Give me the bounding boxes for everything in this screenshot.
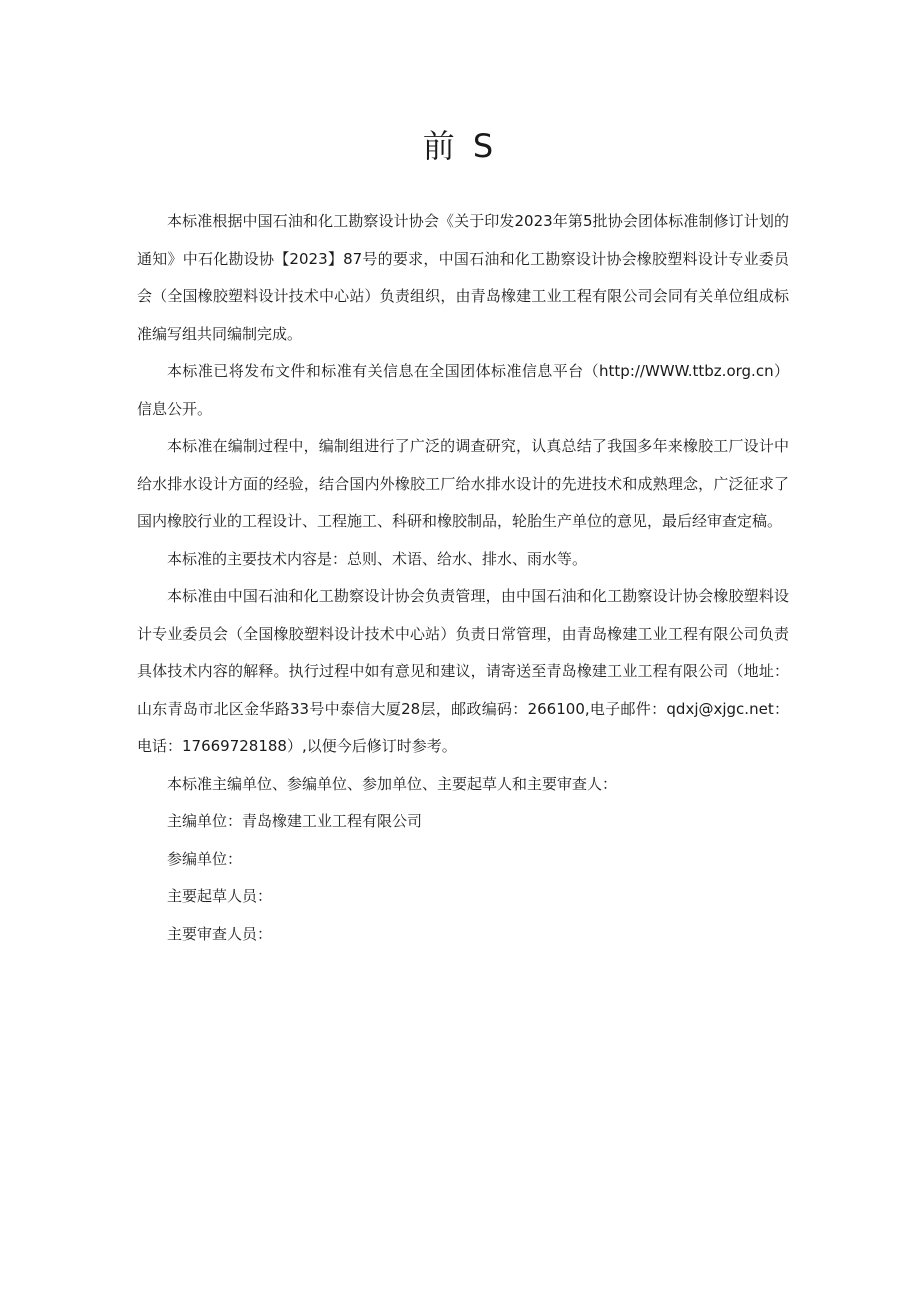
document-body (137, 203, 789, 953)
paragraph-compilation: 本标准在编制过程中，编制组进行了广泛的调查研究，认真总结了我国多年来橡胶工厂设计中给水排水设计方面的经验，结合国内外橡胶工厂给水排水设计的先进技术和成熟理念，广泛征求了国内橡胶行业的工程设计、工程施工、科研和橡胶制品，轮胎生产单位的意见，最后经审查定稿。 (137, 437, 789, 530)
paragraph-publication: 本标准已将发布文件和标准有关信息在全国团体标准信息平台（http://WWW.ttbz.org.cn）信息公开。 (137, 362, 789, 418)
paragraph-contributors-intro: 本标准主编单位、参编单位、参加单位、主要起草人和主要审查人： (167, 774, 618, 793)
paragraph-management: 本标准由中国石油和化工勘察设计协会负责管理，由中国石油和化工勘察设计协会橡胶塑料设计专业委员会（全国橡胶塑料设计技术中心站）负责日常管理，由青岛橡建工业工程有限公司负责具体技术内容的解释。执行过程中如有意见和建议，请寄送至青岛橡建工业工程有限公司（地址：山东青岛市北区金华路33号中泰信大厦28层，邮政编码：266100,电子邮件：qdxj@xjgc.net：电话：17669728188）,以便今后修订时参考。 (137, 587, 789, 755)
reviewers-line: 主要审查人员： (167, 924, 273, 943)
co-editor-line: 参编单位： (167, 849, 243, 868)
chief-editor-line: 主编单位：青岛橡建工业工程有限公司 (167, 812, 423, 830)
drafters-line: 主要起草人员： (167, 887, 273, 905)
page-title: 前 S (422, 127, 498, 165)
paragraph-origin: 本标准根据中国石油和化工勘察设计协会《关于印发2023年第5批协会团体标准制修订计划的通知》中石化勘设协【2023】87号的要求，中国石油和化工勘察设计协会橡胶塑料设计专业委员会（全国橡胶塑料设计技术中心站）负责组织，由青岛橡建工业工程有限公司会同有关单位组成标准编写组共同编制完成。 (137, 212, 789, 343)
paragraph-contents: 本标准的主要技术内容是：总则、术语、给水、排水、雨水等。 (167, 549, 588, 568)
